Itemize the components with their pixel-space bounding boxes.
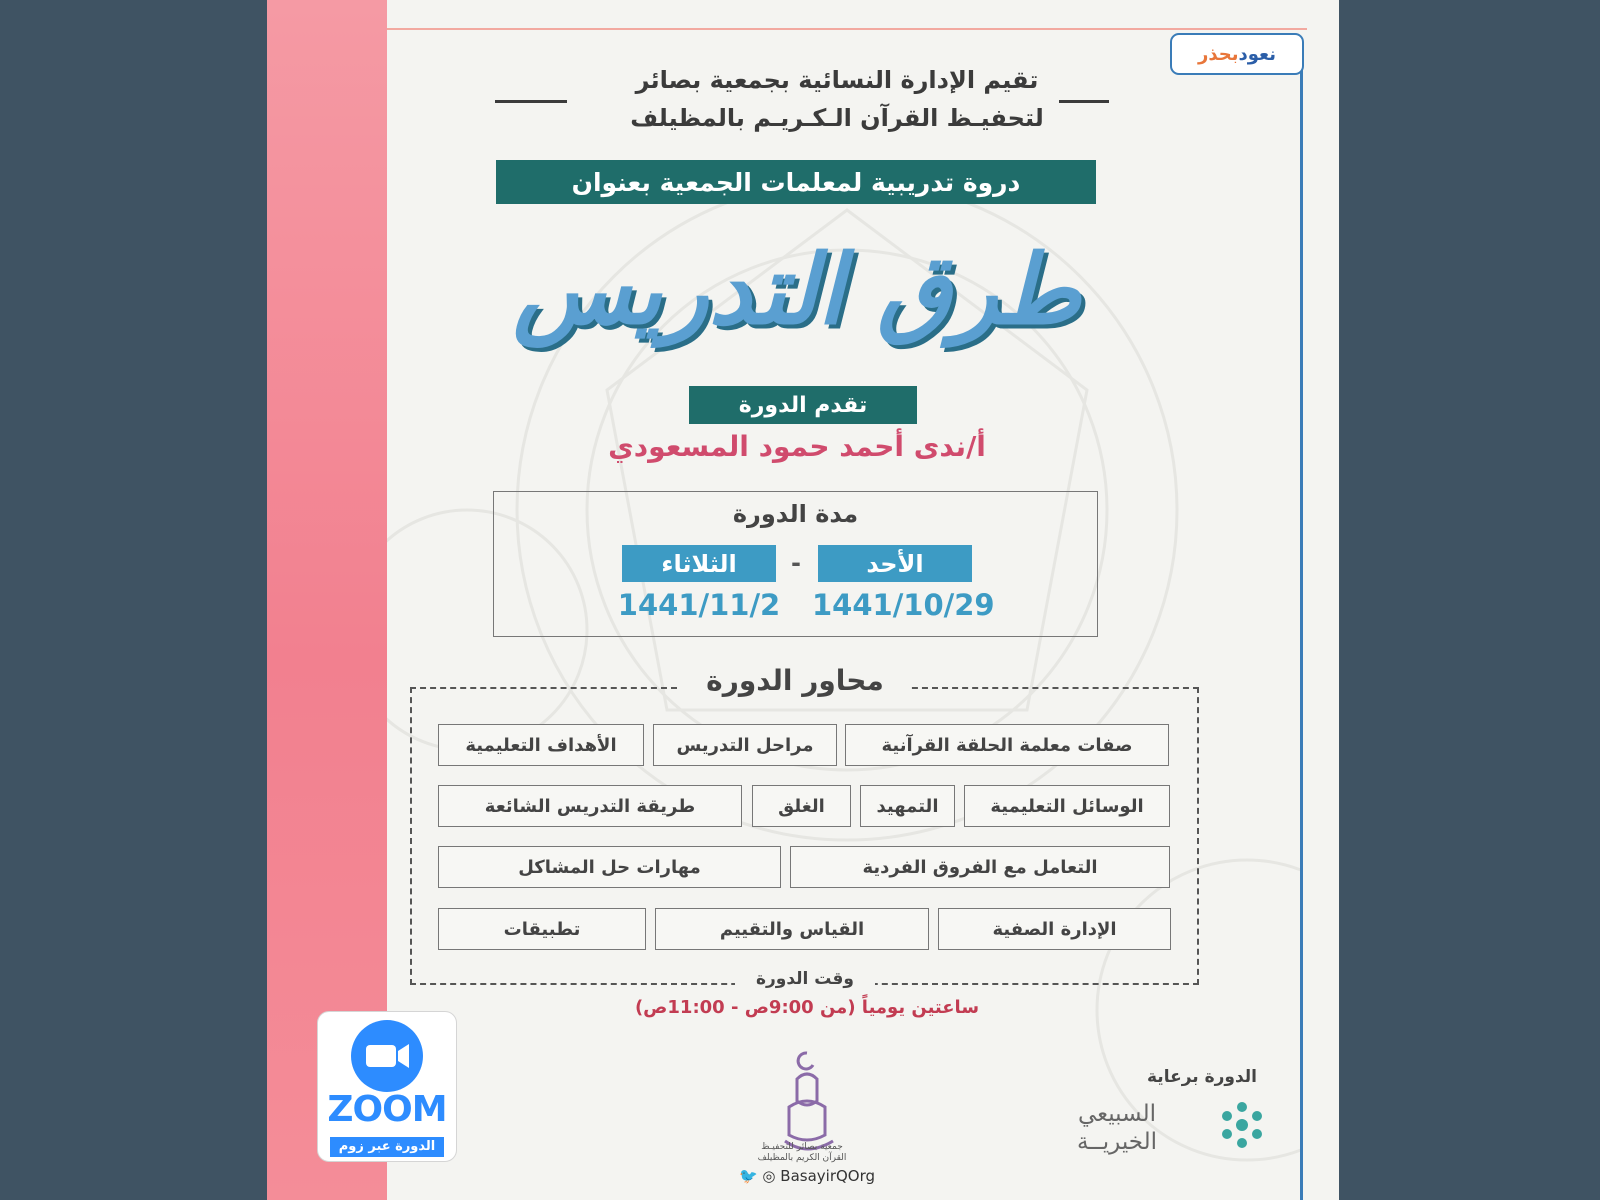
topic-chip: القياس والتقييم <box>655 908 929 950</box>
org-rule-right <box>1059 100 1109 103</box>
topic-chip: صفات معلمة الحلقة القرآنية <box>845 724 1169 766</box>
twitter-icon: 🐦 <box>738 1167 758 1185</box>
presenter-label: تقدم الدورة <box>689 386 917 424</box>
duration-box <box>493 491 1098 637</box>
sponsor-name-line1: السبيعي <box>1077 1101 1157 1127</box>
course-time-label: وقت الدورة <box>735 969 875 995</box>
basayir-caption-line1: جمعية بصائر للتحفيـظ <box>761 1142 843 1152</box>
instagram-icon: ◎ <box>762 1167 776 1185</box>
topic-chip: الإدارة الصفية <box>938 908 1171 950</box>
org-line-2: لتحفيـظ القرآن الـكـريـم بالمظيلف <box>630 104 1044 132</box>
presenter-name: أ/ندى أحمد حمود المسعودي <box>608 430 986 463</box>
topic-chip: مراحل التدريس <box>653 724 837 766</box>
sponsor-name <box>1042 1100 1192 1156</box>
top-accent-rule <box>387 28 1307 30</box>
basayir-logo-icon <box>707 1045 907 1185</box>
zoom-badge <box>317 1011 457 1162</box>
end-day-badge: الثلاثاء <box>622 545 776 582</box>
topic-chip: التمهيد <box>860 785 955 827</box>
duration-label: مدة الدورة <box>732 500 859 528</box>
course-type-banner: دروة تدريبية لمعلمات الجمعية بعنوان <box>496 160 1096 204</box>
org-rule-left <box>495 100 567 103</box>
social-handle <box>707 1167 907 1185</box>
topic-chip: تطبيقات <box>438 908 646 950</box>
zoom-caption: الدورة عبر زوم <box>330 1137 444 1157</box>
campaign-logo-part1: نعود <box>1238 43 1276 65</box>
topic-chip: الأهداف التعليمية <box>438 724 644 766</box>
date-separator: - <box>791 549 801 577</box>
campaign-logo-part2: بحذر <box>1198 43 1239 65</box>
course-time-value: ساعتين يومياً (من 9:00ص - 11:00ص) <box>634 997 980 1018</box>
start-date: 1441/10/29 <box>812 588 995 622</box>
topic-chip: التعامل مع الفروق الفردية <box>790 846 1170 888</box>
basayir-caption-line2: القرآن الكريم بالمظيلف <box>757 1153 847 1163</box>
topic-chip: الغلق <box>752 785 851 827</box>
topic-chip: الوسائل التعليمية <box>964 785 1170 827</box>
zoom-label: ZOOM <box>327 1089 447 1130</box>
topic-chip: مهارات حل المشاكل <box>438 846 781 888</box>
zoom-camera-icon <box>349 1018 425 1094</box>
end-date: 1441/11/2 <box>617 588 781 622</box>
course-title: طرق التدريس <box>512 232 1082 346</box>
start-day-badge: الأحد <box>818 545 972 582</box>
right-accent-rule <box>1300 70 1303 1200</box>
social-handle-text: BasayirQOrg <box>780 1167 876 1185</box>
org-line-1: تقيم الإدارة النسائية بجمعية بصائر <box>635 66 1039 94</box>
sponsor-label: الدورة برعاية <box>1147 1067 1257 1087</box>
basayir-logo-caption <box>722 1142 882 1164</box>
sponsor-name-line2: الخيريــة <box>1076 1129 1158 1155</box>
topic-chip: طريقة التدريس الشائعة <box>438 785 742 827</box>
course-topics-title: محاور الدورة <box>680 659 910 703</box>
